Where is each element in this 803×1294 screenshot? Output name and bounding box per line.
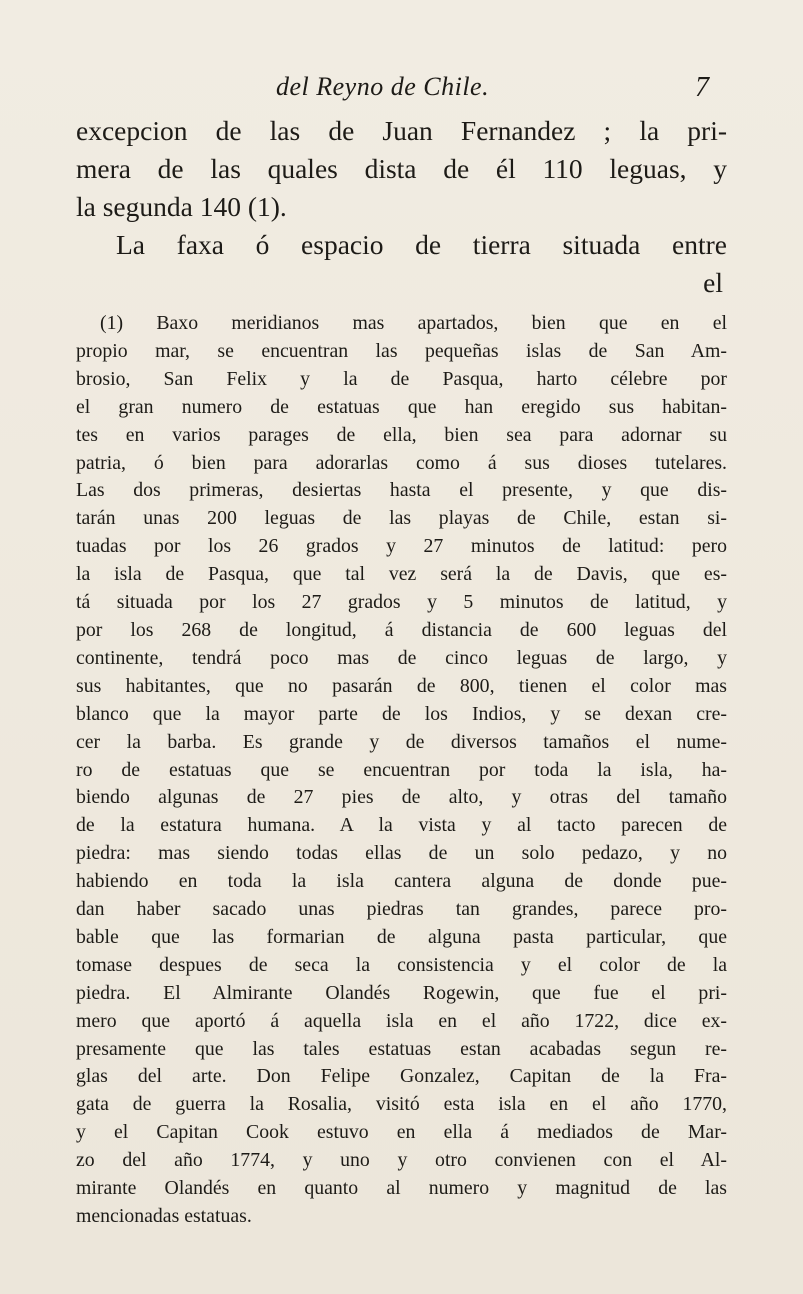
footnote-line: mencionadas estatuas.: [76, 1205, 252, 1227]
footnote-line: gata de guerra la Rosalia, visitó esta isla en el año 1770,: [76, 1093, 727, 1116]
page-number: 7: [695, 72, 709, 103]
main-text-line: la segunda 140 (1).: [76, 191, 287, 222]
footnote-line: presamente que las tales estatuas estan acabadas segun re-: [76, 1037, 727, 1060]
footnote-line: cer la barba. Es grande y de diversos tamaños el nume-: [76, 730, 727, 753]
running-head: [76, 72, 727, 112]
footnote-line: (1) Baxo meridianos mas apartados, bien que en el: [100, 312, 727, 334]
footnote-line: tarán unas 200 leguas de las playas de Chile, estan si-: [76, 507, 727, 530]
main-text-line: La faxa ó espacio de tierra situada entre: [116, 229, 727, 260]
footnote-line: patria, ó bien para adorarlas como á sus dioses tutelares.: [76, 451, 727, 474]
footnote-line: continente, tendrá poco mas de cinco leguas de largo, y: [76, 646, 727, 669]
footnote-line: piedra. El Almirante Olandés Rogewin, que fue el pri-: [76, 981, 727, 1004]
footnote-line: tuadas por los 26 grados y 27 minutos de latitud: pero: [76, 535, 727, 558]
footnote-line: Las dos primeras, desiertas hasta el presente, y que dis-: [76, 479, 727, 502]
footnote-line: tomase despues de seca la consistencia y el color de la: [76, 953, 727, 976]
footnote-line: por los 268 de longitud, á distancia de 600 leguas del: [76, 618, 727, 641]
main-text-line: excepcion de las de Juan Fernandez ; la pri-: [76, 115, 727, 146]
footnote-line: tá situada por los 27 grados y 5 minutos de latitud, y: [76, 591, 727, 614]
footnote-line: ro de estatuas que se encuentran por toda la isla, ha-: [76, 758, 727, 781]
footnote-line: propio mar, se encuentran las pequeñas islas de San Am-: [76, 339, 727, 362]
main-text: [76, 112, 727, 302]
footnote-line: dan haber sacado unas piedras tan grandes, parece pro-: [76, 898, 727, 921]
footnote-line: y el Capitan Cook estuvo en ella á mediados de Mar-: [76, 1121, 727, 1144]
footnote-line: el gran numero de estatuas que han eregido sus habitan-: [76, 395, 727, 418]
footnote-line: biendo algunas de 27 pies de alto, y otras del tamaño: [76, 786, 727, 809]
catchword: el: [703, 267, 723, 298]
running-title: del Reyno de Chile.: [276, 72, 490, 101]
footnote-line: tes en varios parages de ella, bien sea para adornar su: [76, 423, 727, 446]
footnote-line: blanco que la mayor parte de los Indios, y se dexan cre-: [76, 702, 727, 725]
footnote-line: zo del año 1774, y uno y otro convienen con el Al-: [76, 1149, 727, 1172]
footnote-line: sus habitantes, que no pasarán de 800, tienen el color mas: [76, 674, 727, 697]
footnote-line: de la estatura humana. A la vista y al tacto parecen de: [76, 814, 727, 837]
footnote-line: la isla de Pasqua, que tal vez será la de Davis, que es-: [76, 563, 727, 586]
footnote-line: bable que las formarian de alguna pasta particular, que: [76, 925, 727, 948]
main-text-line: mera de las quales dista de él 110 leguas, y: [76, 153, 727, 184]
footnote-line: piedra: mas siendo todas ellas de un solo pedazo, y no: [76, 842, 727, 865]
footnote-line: habiendo en toda la isla cantera alguna de donde pue-: [76, 870, 727, 893]
footnote-line: mero que aportó á aquella isla en el año 1722, dice ex-: [76, 1009, 727, 1032]
footnote-line: mirante Olandés en quanto al numero y magnitud de las: [76, 1177, 727, 1200]
footnote-line: brosio, San Felix y la de Pasqua, harto célebre por: [76, 367, 727, 390]
footnote-line: glas del arte. Don Felipe Gonzalez, Capitan de la Fra-: [76, 1065, 727, 1088]
footnote: [76, 310, 727, 1231]
